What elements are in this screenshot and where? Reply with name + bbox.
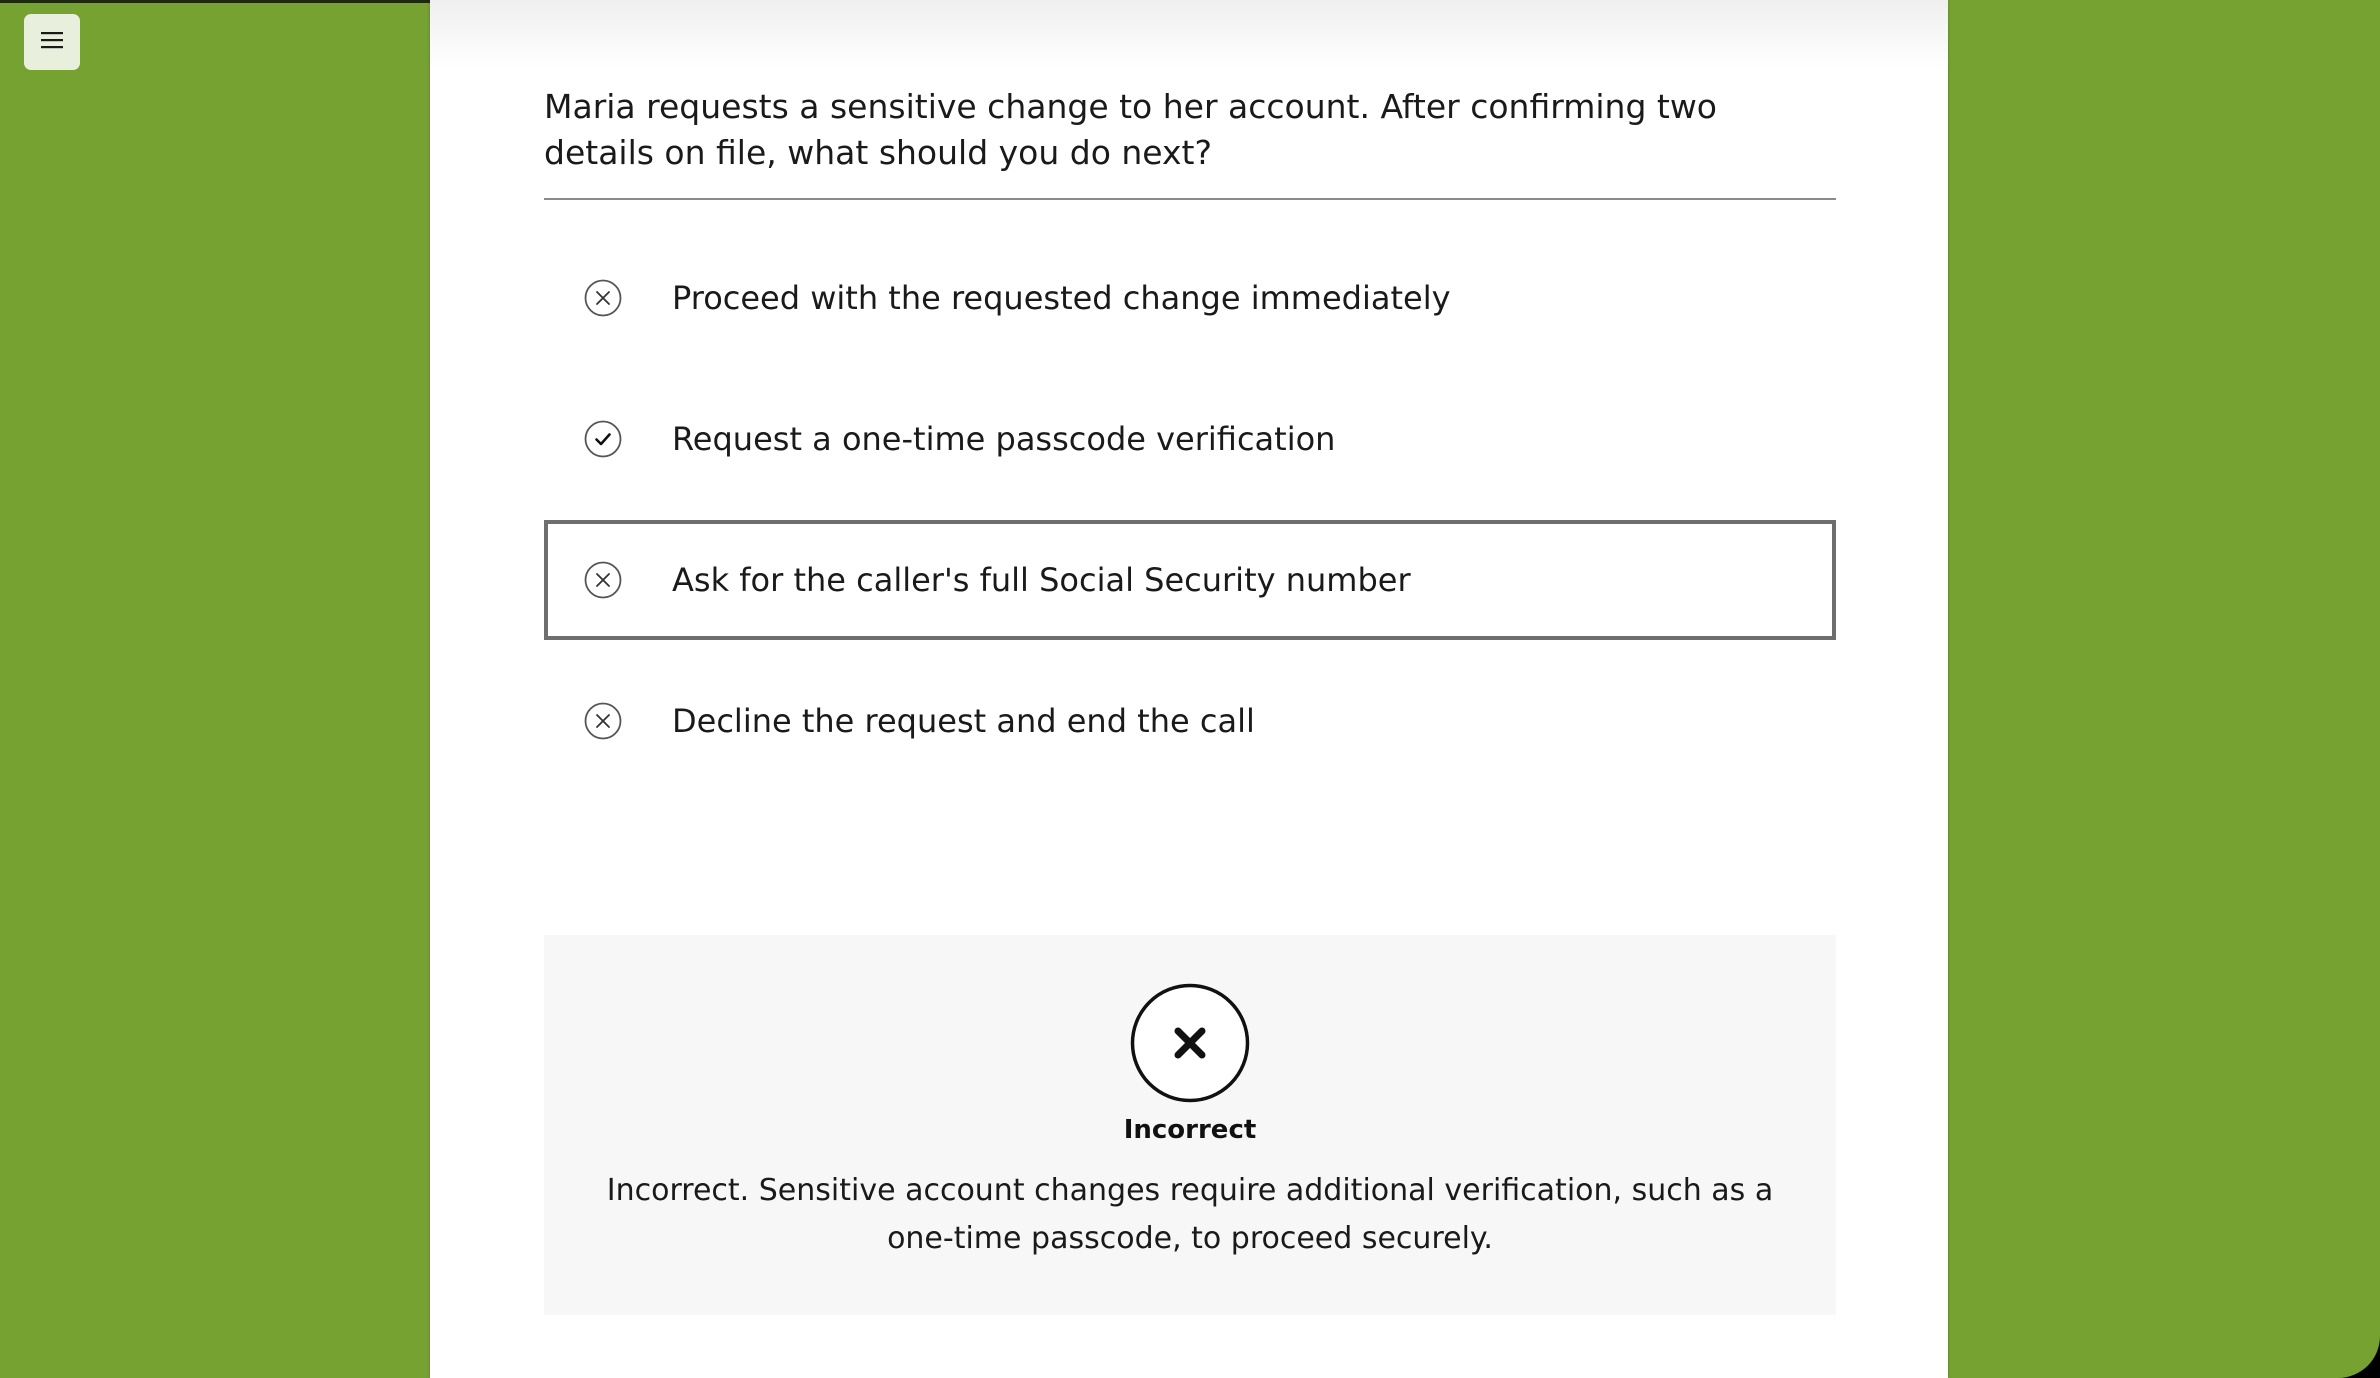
menu-button[interactable] — [24, 14, 80, 70]
x-mark-icon — [1130, 983, 1250, 1103]
answer-option-1[interactable] — [544, 238, 1836, 358]
answer-option-2[interactable] — [544, 379, 1836, 499]
answer-option-label: Proceed with the requested change immediately — [672, 279, 1451, 317]
answer-option-label: Request a one-time passcode verification — [672, 420, 1336, 458]
answer-option-3-selected[interactable] — [544, 520, 1836, 640]
answer-option-label: Ask for the caller's full Social Security number — [672, 561, 1411, 599]
answer-option-4[interactable] — [544, 661, 1836, 781]
question-text: Maria requests a sensitive change to her account. After confirming two details on file, what should you do next? — [544, 87, 1717, 172]
feedback-box — [544, 935, 1836, 1315]
x-circle-icon — [584, 561, 622, 599]
lesson-panel — [430, 0, 1948, 1378]
x-circle-icon — [584, 702, 622, 740]
answer-options — [544, 238, 1836, 802]
feedback-message: Incorrect. Sensitive account changes require additional verification, such as a one-time passcode, to proceed securely. — [606, 1173, 1774, 1256]
hamburger-icon — [40, 30, 64, 54]
check-circle-icon — [584, 420, 622, 458]
x-circle-icon — [584, 279, 622, 317]
feedback-title: Incorrect — [1123, 1115, 1257, 1145]
answer-option-label: Decline the request and end the call — [672, 702, 1255, 740]
question-divider — [544, 198, 1836, 200]
